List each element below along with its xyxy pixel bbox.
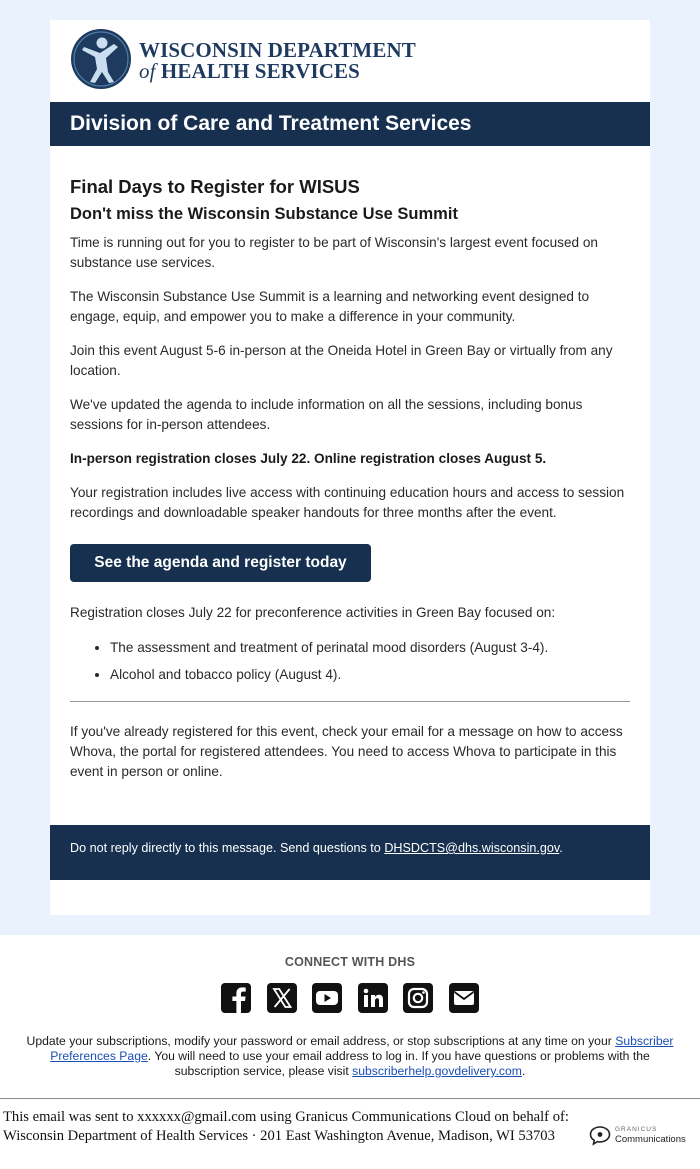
- subscriber-help-link[interactable]: subscriberhelp.govdelivery.com: [352, 1064, 522, 1078]
- footer-notice-bar: [50, 825, 650, 880]
- instagram-icon[interactable]: [402, 982, 434, 1014]
- paragraph-whova: If you've already registered for this event, check your email for a message on how to access Whova, the portal for registered attendees. You need to access Whova to participate in this event in person or online.: [70, 724, 623, 779]
- footer-notice-period: .: [559, 841, 563, 855]
- preconference-list: [70, 639, 630, 684]
- dhs-logo-icon[interactable]: [70, 28, 132, 90]
- paragraph-location: Join this event August 5-6 in-person at the Oneida Hotel in Green Bay or virtually from any location.: [70, 343, 613, 378]
- email-body: [50, 146, 650, 782]
- social-links: [0, 982, 700, 1016]
- granicus-name: GRANICUS: [615, 1126, 658, 1133]
- paragraph-preconference: Registration closes July 22 for preconference activities in Green Bay focused on:: [70, 605, 556, 620]
- contact-email-link[interactable]: DHSDCTS@dhs.wisconsin.gov: [384, 841, 560, 855]
- granicus-bubble-icon: [588, 1124, 612, 1148]
- register-button[interactable]: See the agenda and register today: [70, 544, 371, 582]
- youtube-icon[interactable]: [311, 982, 343, 1014]
- subscription-text-3: .: [521, 1064, 526, 1078]
- x-icon[interactable]: [266, 982, 298, 1014]
- facebook-icon[interactable]: [220, 982, 252, 1014]
- email-card: [50, 20, 650, 915]
- list-item: • Alcohol and tobacco policy (August 4).: [110, 666, 630, 684]
- granicus-logo[interactable]: [588, 1124, 698, 1148]
- divider: [70, 701, 630, 702]
- subscription-text-2: . You will need to use your email address to log in. If you have questions or problems with the subscription service, please visit: [147, 1049, 650, 1078]
- paragraph-summit: The Wisconsin Substance Use Summit is a learning and networking event designed to engage, equip, and empower you to make a difference in your community.: [70, 289, 590, 324]
- email-title: Final Days to Register for WISUS: [70, 176, 360, 197]
- org-name: [139, 40, 416, 82]
- org-name-line2: [139, 61, 416, 82]
- email-subtitle: Don't miss the Wisconsin Substance Use Summit: [70, 205, 458, 223]
- granicus-product: Communications: [615, 1134, 686, 1145]
- sent-note: This email was sent to xxxxxx@gmail.com using Granicus Communications Cloud on behalf of: Wisconsin Department of Health Services · 201 East Washington Avenue, Madison, WI 53703: [3, 1109, 569, 1144]
- paragraph-deadlines: In-person registration closes July 22. Online registration closes August 5.: [70, 451, 547, 466]
- connect-heading: CONNECT WITH DHS: [284, 955, 416, 969]
- email-icon[interactable]: [448, 982, 480, 1014]
- org-name-rest: HEALTH SERVICES: [160, 59, 360, 83]
- subscriber-preferences-link[interactable]: Subscriber Preferences Page: [50, 1034, 674, 1063]
- org-name-line1: WISCONSIN DEPARTMENT: [139, 38, 416, 62]
- sent-info-row: [0, 1099, 700, 1169]
- org-name-of: of: [139, 59, 156, 83]
- paragraph-agenda: We've updated the agenda to include information on all the sessions, including bonus sessions for in-person attendees.: [70, 397, 583, 432]
- paragraph-intro: Time is running out for you to register to be part of Wisconsin's largest event focused on substance use services.: [70, 235, 598, 270]
- linkedin-icon[interactable]: [357, 982, 389, 1014]
- subscription-notice: [20, 1034, 680, 1079]
- paragraph-registration-includes: Your registration includes live access with continuing education hours and access to session recordings and downloadable speaker handouts for three months after the event.: [70, 485, 625, 520]
- division-banner: Division of Care and Treatment Services: [50, 102, 650, 146]
- subscription-text-1: Update your subscriptions, modify your password or email address, or stop subscriptions at any time on your: [26, 1034, 616, 1048]
- footer-notice-text: Do not reply directly to this message. Send questions to: [70, 841, 385, 855]
- list-item: • The assessment and treatment of perinatal mood disorders (August 3-4).: [110, 639, 630, 657]
- header-logo-row: [50, 20, 650, 102]
